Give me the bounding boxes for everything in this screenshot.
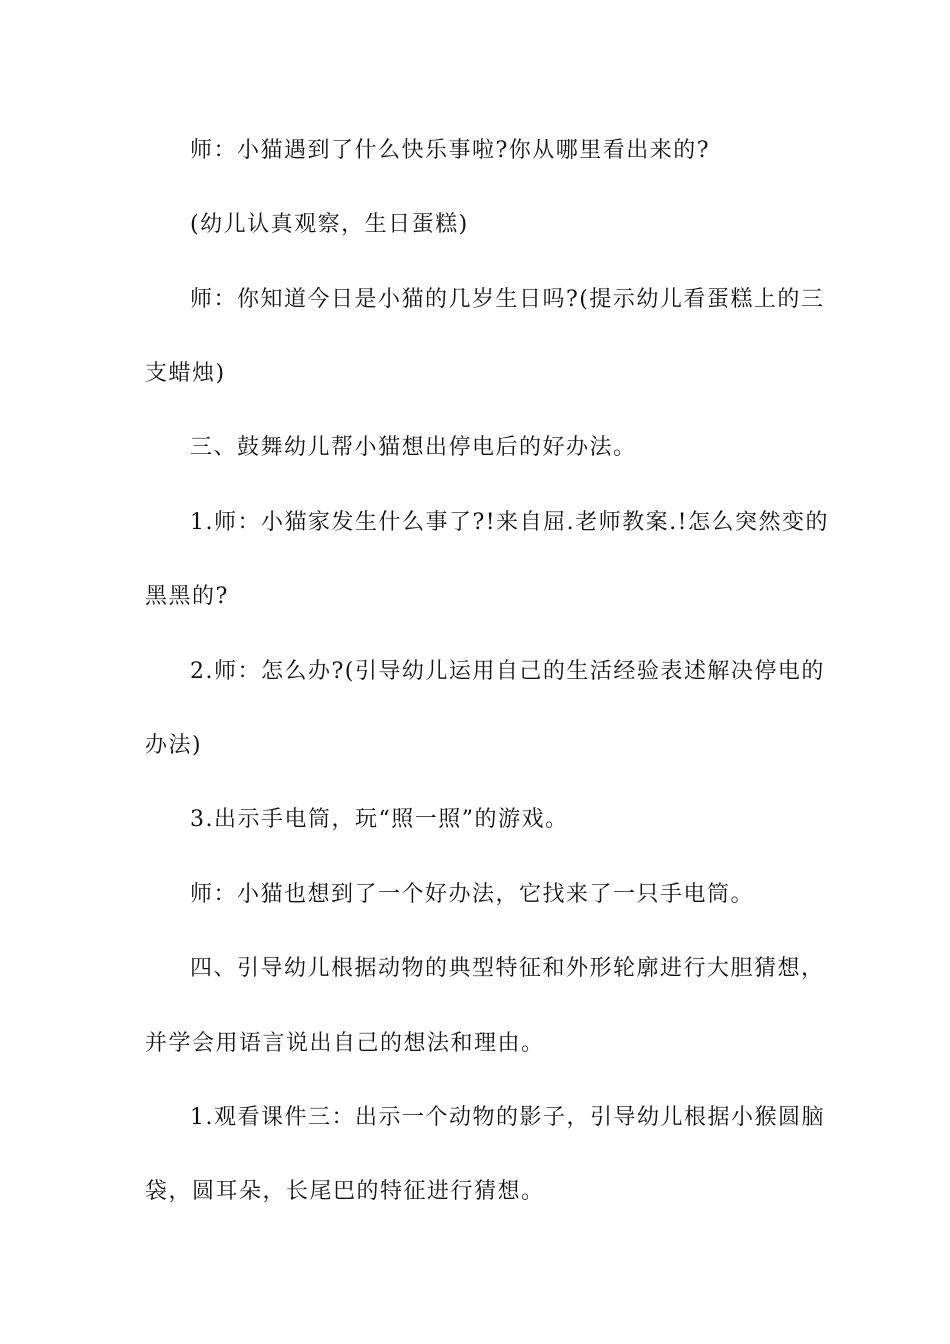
paragraph-line: 黑黑的? <box>145 584 229 609</box>
paragraph-line: 办法) <box>145 733 203 758</box>
paragraph-line: 2.师：怎么办?(引导幼儿运用自己的生活经验表述解决停电的 <box>190 659 825 684</box>
paragraph-line: 师：小猫也想到了一个好办法，它找来了一只手电筒。 <box>190 882 755 907</box>
paragraph-line: 1.观看课件三：出示一个动物的影子，引导幼儿根据小猴圆脑 <box>190 1105 825 1130</box>
paragraph-line: 袋，圆耳朵，长尾巴的特征进行猜想。 <box>145 1179 545 1204</box>
paragraph-line: 1.师：小猫家发生什么事了?!来自屈.老师教案.!怎么突然变的 <box>190 510 829 535</box>
section-heading: 四、引导幼儿根据动物的典型特征和外形轮廓进行大胆猜想， <box>190 956 825 981</box>
paragraph-line: 3.出示手电筒，玩“照一照”的游戏。 <box>190 807 569 832</box>
paragraph-line: 并学会用语言说出自己的想法和理由。 <box>145 1031 545 1056</box>
section-heading: 三、鼓舞幼儿帮小猫想出停电后的好办法。 <box>190 435 637 460</box>
paragraph-line: 支蜡烛) <box>145 361 226 386</box>
paragraph-line: 师：你知道今日是小猫的几岁生日吗?(提示幼儿看蛋糕上的三 <box>190 287 825 312</box>
paragraph-line: (幼儿认真观察，生日蛋糕) <box>190 212 469 237</box>
paragraph-line: 师：小猫遇到了什么快乐事啦?你从哪里看出来的? <box>190 138 711 163</box>
